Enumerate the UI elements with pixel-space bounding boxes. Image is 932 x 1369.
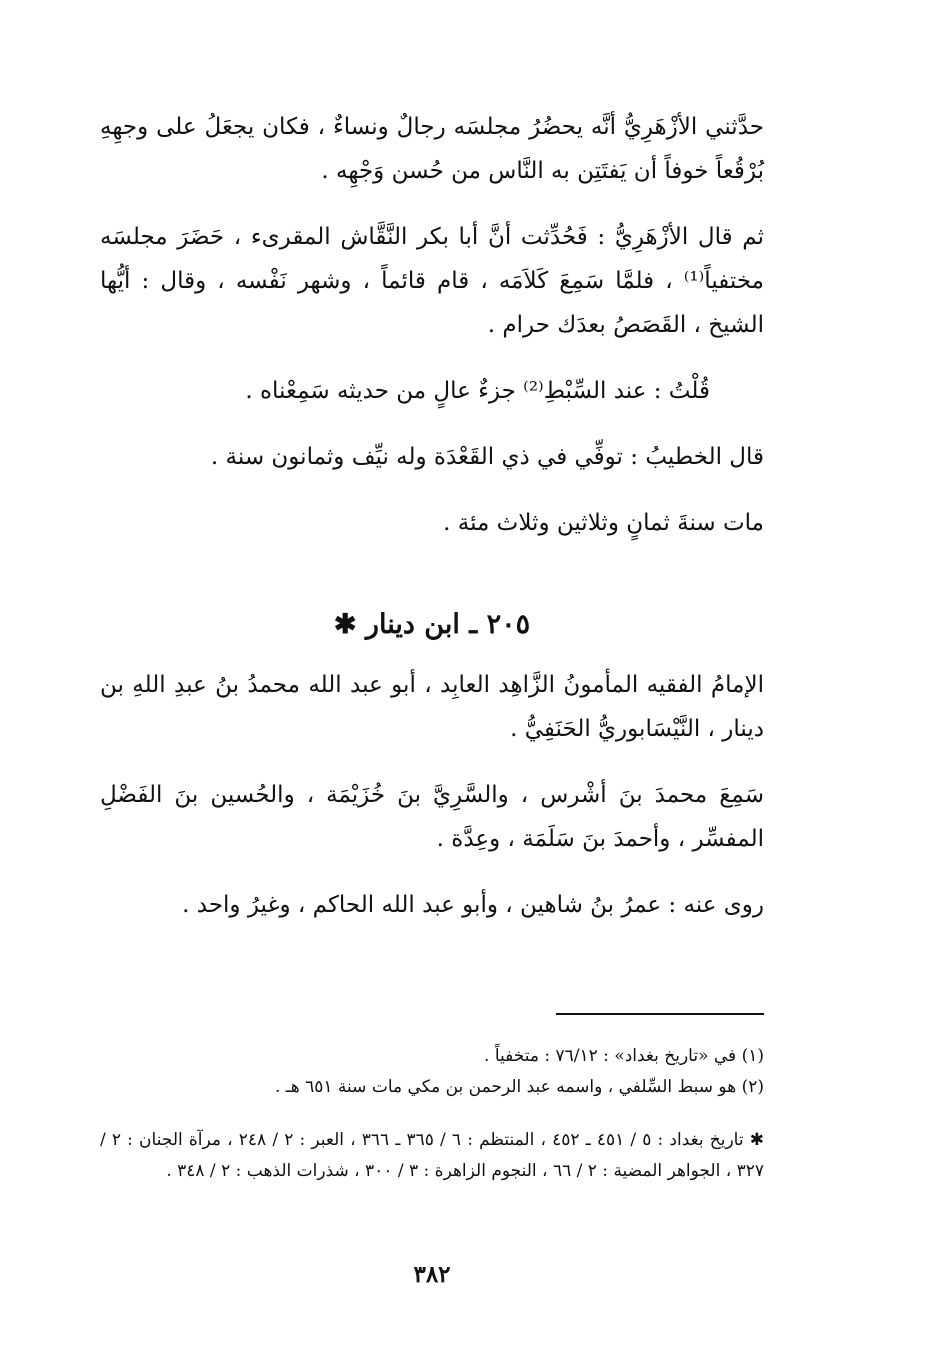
source-note: ✱ تاريخ بغداد : ٥ / ٤٥١ ـ ٤٥٢ ، المنتظم : ٦ / ٣٦٥ ـ ٣٦٦ ، العبر : ٢ / ٢٤٨ ، مرآة الجنان : ٢ / ٣٢٧ ، الجواهر المضية : ٢ / ٦٦ ، النجوم الزاهرة : ٣ / ٣٠٠ ، شذرات الذهب : ٢ / ٣٤٨ . xyxy=(100,1130,764,1181)
paragraph: الإمامُ الفقيه المأمونُ الزَّاهِد العابِد ، أبو عبد الله محمدُ بنُ عبدِ اللهِ بن دينار ، النَّيْسَابوريُّ الحَنَفِيُّ . xyxy=(100,672,764,742)
book-page xyxy=(100,105,764,1345)
paragraph: سَمِعَ محمدَ بنَ أشْرس ، والسَّرِيَّ بنَ خُزَيْمَة ، والحُسين بنَ الفَضْلِ المفسِّر ، وأحمدَ بنَ سَلَمَة ، وعِدَّة . xyxy=(100,782,764,852)
paragraph: روى عنه : عمرُ بنُ شاهين ، وأبو عبد الله الحاكم ، وغيرُ واحد . xyxy=(182,892,764,918)
paragraph: قال الخطيبُ : توفِّي في ذي القَعْدَة وله نيِّف وثمانون سنة . xyxy=(210,444,764,470)
footnote: (٢) هو سبط السِّلفي ، واسمه عبد الرحمن بن مكي مات سنة ٦٥١ هـ . xyxy=(274,1077,764,1097)
footnotes xyxy=(100,1041,764,1103)
page-number: ٣٨٢ xyxy=(413,1261,451,1288)
paragraph: قُلْتُ : عند السِّبْطِ⁽²⁾ جزءٌ عالٍ من حديثه سَمِعْناه . xyxy=(245,378,710,404)
main-text xyxy=(100,105,764,927)
paragraph: مات سنةَ ثمانٍ وثلاثين وثلاث مئة . xyxy=(443,510,764,536)
paragraph: ثم قال الأزْهَرِيُّ : فَحُدِّثت أنَّ أبا بكر النَّقَّاش المقرىء ، حَضَرَ مجلسَه مختفياً⁽¹⁾ ، فلمَّا سَمِعَ كَلاَمَه ، قام قائماً ، وشهر نَفْسه ، وقال : أيُّها الشيخ ، القَصَصُ بعدَك حرام . xyxy=(100,224,764,338)
paragraph: حدَّثني الأزْهَرِيُّ أنَّه يحضُرُ مجلسَه رجالٌ ونساءٌ ، فكان يجعَلُ على وجهِهِ بُرْقُعاً خوفاً أن يَفتَتِن به النَّاس من حُسن وَجْهِه . xyxy=(100,114,764,184)
biography-heading: ٢٠٥ ـ ابن دينار ✱ xyxy=(333,609,531,640)
footnote: (١) في «تاريخ بغداد» : ٧٦/١٢ : متخفياً . xyxy=(484,1046,764,1066)
source-references xyxy=(100,1125,764,1187)
footnote-divider xyxy=(556,1013,764,1015)
